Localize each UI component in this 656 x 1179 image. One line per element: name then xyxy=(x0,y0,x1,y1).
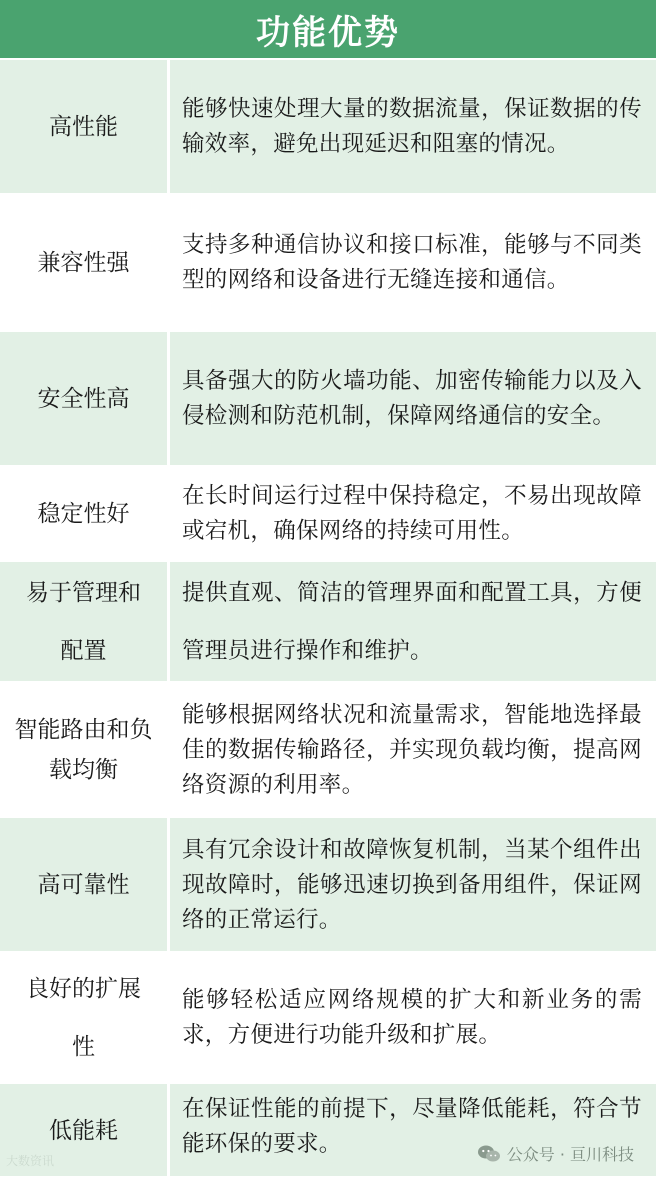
feature-name: 安全性高 xyxy=(0,332,170,466)
table-row-compatibility xyxy=(0,196,656,330)
table-row-high-performance xyxy=(0,60,656,194)
table-row-scalability xyxy=(0,954,656,1082)
page-title: 功能优势 xyxy=(256,12,400,53)
feature-name: 稳定性好 xyxy=(0,468,170,560)
feature-name: 兼容性强 xyxy=(0,196,170,330)
table-row-stability xyxy=(0,468,656,560)
feature-name: 智能路由和负载均衡 xyxy=(0,684,170,816)
watermark-right-text: 公众号 · 亘川科技 xyxy=(506,1145,634,1164)
feature-description: 支持多种通信协议和接口标准，能够与不同类型的网络和设备进行无缝连接和通信。 xyxy=(182,232,642,293)
feature-description: 具有冗余设计和故障恢复机制，当某个组件出现故障时，能够迅速切换到备用组件，保证网络的正常运行。 xyxy=(182,836,642,933)
title-bar xyxy=(0,0,656,60)
feature-description: 提供直观、简洁的管理界面和配置工具，方便管理员进行操作和维护。 xyxy=(182,580,642,664)
feature-description: 具备强大的防火墙功能、加密传输能力以及入侵检测和防范机制，保障网络通信的安全。 xyxy=(182,368,642,429)
feature-name: 高性能 xyxy=(0,60,170,194)
feature-description: 在保证性能的前提下，尽量降低能耗，符合节能环保的要求。 xyxy=(182,1096,642,1157)
feature-name: 易于管理和配置 xyxy=(0,562,170,682)
feature-name: 良好的扩展性 xyxy=(0,954,170,1082)
table-row-reliability xyxy=(0,818,656,952)
table-row-security xyxy=(0,332,656,466)
watermark-left: 大数资讯 xyxy=(6,1154,55,1168)
feature-description: 在长时间运行过程中保持稳定，不易出现故障或宕机，确保网络的持续可用性。 xyxy=(182,483,642,544)
feature-name: 低能耗 xyxy=(0,1084,170,1177)
feature-description: 能够根据网络状况和流量需求，智能地选择最佳的数据传输路径，并实现负载均衡，提高网络资源的利用率。 xyxy=(182,701,642,798)
table-row-smart-routing xyxy=(0,684,656,816)
feature-description: 能够快速处理大量的数据流量，保证数据的传输效率，避免出现延迟和阻塞的情况。 xyxy=(182,96,642,157)
feature-name: 高可靠性 xyxy=(0,818,170,952)
watermark-right xyxy=(477,1142,634,1165)
table-row-management xyxy=(0,562,656,682)
feature-description: 能够轻松适应网络规模的扩大和新业务的需求，方便进行功能升级和扩展。 xyxy=(182,987,642,1048)
wechat-icon xyxy=(477,1144,501,1164)
